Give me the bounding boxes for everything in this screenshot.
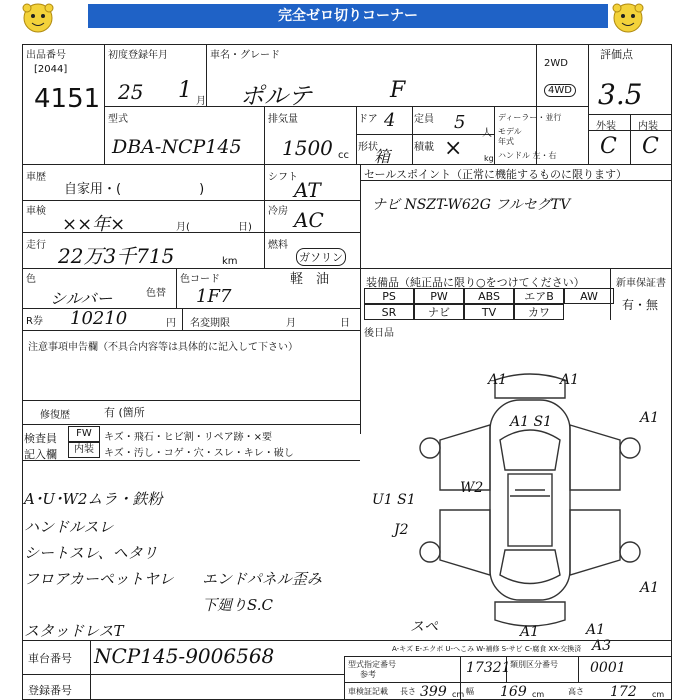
lot-number: 4151 [34, 84, 101, 114]
width-value: 169 [500, 684, 527, 700]
inspector-row2: キズ・汚し・コゲ・穴・スレ・キレ・破し [104, 448, 294, 459]
equipment-item: PS [364, 288, 414, 304]
warranty-value: 有・無 [622, 298, 659, 312]
inspector-label-2: 記入欄 [24, 448, 57, 461]
damage-mark: U1 S1 [372, 492, 416, 508]
height-unit: cm [652, 690, 665, 699]
height-label: 高さ [568, 687, 584, 696]
chassis-label: 車台番号 [28, 652, 72, 665]
damage-mark: A1 [586, 622, 606, 638]
lot-code: [2044] [34, 64, 68, 75]
registration-label: 登録番号 [28, 684, 72, 697]
mileage-unit: km [222, 256, 238, 267]
doors-label: ドア [358, 114, 378, 125]
fuel-label: 燃料 [268, 240, 288, 251]
vehicle-type-label: 車歴 [26, 172, 46, 183]
inspector-row1-head: FW [68, 426, 100, 442]
capacity-label: 定員 [414, 114, 434, 125]
exterior-grade: C [600, 134, 617, 159]
color-code: 1F7 [196, 286, 232, 307]
lot-label: 出品番号 [26, 50, 66, 61]
damage-mark: J2 [394, 522, 409, 538]
damage-mark: W2 [460, 480, 484, 496]
sales-point-value: ナビ NSZT-W62G フルセグTV [372, 197, 571, 213]
aircon-value: AC [294, 208, 324, 232]
car-name: ポルテ [240, 82, 312, 110]
inspection-value: ××年× [62, 214, 126, 235]
vehicle-type-value: 自家用・( ) [64, 182, 205, 197]
car-grade: F [390, 78, 406, 103]
displacement-value: 1500 [282, 136, 333, 160]
model-value: DBA-NCP145 [112, 136, 242, 158]
shape-value: 箱 [374, 147, 391, 166]
rear-item-label: 後日品 [364, 328, 394, 339]
comment-line: シートスレ、ヘタリ [24, 544, 158, 562]
load-value: × [444, 136, 463, 161]
car-diagram [400, 370, 660, 630]
damage-mark: A1 [560, 372, 580, 388]
class-number-value: 0001 [590, 660, 626, 676]
damage-mark: A1 [640, 580, 660, 596]
name-change-day: 日 [340, 318, 350, 329]
aircon-label: 冷房 [268, 206, 288, 217]
equipment-item: TV [464, 304, 514, 320]
equipment-item: カワ [514, 304, 564, 320]
type-number-ref: 参考 [360, 670, 376, 679]
damage-mark: A1 S1 [510, 414, 552, 430]
score-label: 評価点 [600, 48, 633, 61]
recycle-unit: 円 [166, 318, 176, 329]
equipment-label: 装備品（純正品に限り○をつけてください） [366, 276, 585, 289]
type-number-value: 17321 [466, 660, 511, 676]
displacement-unit: cc [338, 150, 349, 161]
color-label: 色 [26, 274, 36, 285]
inspection-day-unit: 日) [238, 222, 252, 233]
recycle-value: 10210 [70, 308, 128, 329]
cert-label: 車検証記載 [348, 687, 388, 696]
inspection-label: 車検 [26, 206, 46, 217]
damage-mark: A1 [488, 372, 508, 388]
color-tone-label: 色替 [146, 288, 166, 299]
label-2wd: 2WD [544, 58, 568, 69]
warranty-label: 新車保証書 [616, 278, 666, 289]
mileage-value: 22万3千715 [58, 244, 175, 268]
reg-year: 25 [118, 80, 144, 104]
exterior-label: 外装 [596, 121, 616, 132]
car-name-label: 車名・グレード [210, 50, 280, 61]
inspection-month-unit: 月( [176, 222, 190, 233]
sales-point-label: セールスポイント（正常に機能するものに限ります） [364, 168, 628, 181]
length-unit: cm [452, 690, 465, 699]
equipment-item: PW [414, 288, 464, 304]
doors-value: 4 [384, 110, 396, 131]
comment-line: A･U･W2ムラ・鉄粉 [24, 490, 163, 508]
equipment-item: ナビ [414, 304, 464, 320]
mascot-left-icon [20, 0, 56, 36]
shift-label: シフト [268, 172, 298, 183]
notes-label: 注意事項申告欄（不具合内容等は具体的に記入して下さい） [28, 342, 298, 353]
inspector-row2-head: 内装 [68, 442, 100, 458]
comment-line: 下廻りS.C [202, 596, 273, 614]
interior-grade: C [642, 134, 659, 159]
damage-mark: A1 [640, 410, 660, 426]
height-value: 172 [610, 684, 637, 700]
shift-value: AT [294, 178, 321, 202]
damage-legend: A-キズ E-エクボ U-へこみ W-補修 S-サビ C-腐食 XX-交換済 [392, 645, 582, 653]
dealer-line3: 年式 [498, 137, 514, 146]
length-value: 399 [420, 684, 447, 700]
chassis-value: NCP145-9006568 [94, 644, 275, 668]
comment-line: エンドパネル歪み [202, 570, 322, 588]
name-change-label: 名変期限 [190, 318, 230, 329]
mileage-label: 走行 [26, 240, 46, 251]
label-4wd: 4WD [544, 84, 576, 97]
type-number-label: 型式指定番号 [348, 660, 396, 669]
comment-line: ハンドルスレ [24, 518, 114, 536]
load-label: 積載 [414, 142, 434, 153]
width-label: 幅 [466, 687, 474, 696]
reg-month-unit: 月 [196, 96, 206, 107]
inspector-row1: キズ・飛石・ヒビ割・リペア跡・×要 [104, 432, 272, 443]
damage-mark: A1 [520, 624, 540, 640]
fuel-diesel: 軽 油 [290, 272, 330, 287]
width-unit: cm [532, 690, 545, 699]
page-title: 完全ゼロ切りコーナー [88, 4, 608, 28]
dealer-line2: モデル [498, 127, 522, 136]
fuel-gas: ガソリン [296, 248, 346, 266]
displacement-label: 排気量 [268, 114, 298, 125]
capacity-value: 5 [454, 112, 466, 133]
load-unit: kg [484, 154, 494, 163]
damage-mark: スペ [410, 619, 438, 635]
model-label: 型式 [108, 114, 128, 125]
equipment-item: エアB [514, 288, 564, 304]
equipment-item: AW [564, 288, 614, 304]
shape-label: 形状 [358, 142, 378, 153]
reg-date-label: 初度登録年月 [108, 50, 168, 61]
comment-line: フロアカーペットヤレ [24, 570, 174, 588]
capacity-unit: 人 [482, 128, 492, 139]
comment-line: スタッドレスT [24, 622, 124, 640]
dealer-line4: ハンドル 左・右 [498, 151, 557, 160]
repair-label: 修復歴 [40, 410, 70, 421]
score-value: 3.5 [598, 78, 643, 111]
name-change-month: 月 [286, 318, 296, 329]
reg-month: 1 [178, 78, 192, 103]
dealer-line1: ディーラー・並行 [498, 113, 562, 122]
color-code-label: 色コード [180, 274, 220, 285]
equipment-item: ABS [464, 288, 514, 304]
damage-mark: A3 [592, 638, 612, 654]
class-number-label: 類別区分番号 [510, 660, 558, 669]
mascot-right-icon [610, 0, 646, 36]
length-label: 長さ [400, 687, 416, 696]
repair-value: 有 (箇所 [104, 406, 145, 419]
interior-label: 内装 [638, 121, 658, 132]
equipment-item: SR [364, 304, 414, 320]
color-value: シルバー [50, 289, 113, 308]
inspector-label-1: 検査員 [24, 432, 57, 445]
recycle-label: R券 [26, 316, 43, 327]
